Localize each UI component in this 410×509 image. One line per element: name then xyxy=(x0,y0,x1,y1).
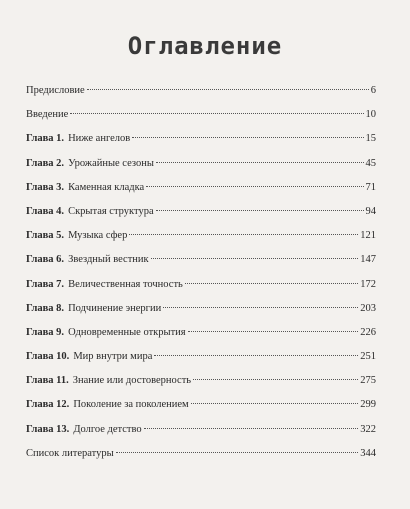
page-number: 172 xyxy=(360,278,376,290)
dot-leader xyxy=(156,210,364,211)
chapter-number: Глава 3. xyxy=(26,181,65,193)
entry-title: Предисловие xyxy=(26,85,85,96)
page-number: 6 xyxy=(370,85,376,96)
dot-leader xyxy=(188,331,359,332)
chapter-number: Глава 6. xyxy=(26,254,65,266)
page-number: 71 xyxy=(365,181,376,193)
toc-entry xyxy=(26,109,376,133)
page-number: 299 xyxy=(360,399,376,411)
toc-entry xyxy=(26,279,376,303)
dot-leader xyxy=(154,355,358,356)
chapter-number: Глава 2. xyxy=(26,157,65,169)
entry-title: Звездный вестник xyxy=(68,254,149,266)
entry-title: Знание или достоверность xyxy=(72,375,192,387)
dot-leader xyxy=(193,379,358,380)
page-number: 203 xyxy=(360,302,376,314)
dot-leader xyxy=(70,113,363,114)
page-number: 121 xyxy=(360,230,376,242)
dot-leader xyxy=(87,89,369,90)
chapter-number: Глава 5. xyxy=(26,230,65,242)
entry-title: Введение xyxy=(26,109,69,121)
chapter-number: Глава 13. xyxy=(26,423,70,435)
toc-entry xyxy=(26,254,376,278)
toc-entry xyxy=(26,206,376,230)
toc-entry xyxy=(26,230,376,254)
entry-title: Одновременные открытия xyxy=(68,326,186,338)
entry-title: Каменная кладка xyxy=(68,181,145,193)
chapter-number: Глава 8. xyxy=(26,302,65,314)
entry-title: Список литературы xyxy=(26,447,114,459)
page-number: 322 xyxy=(360,423,376,435)
entry-title: Ниже ангелов xyxy=(68,133,131,145)
dot-leader xyxy=(146,186,363,187)
chapter-number: Глава 9. xyxy=(26,326,65,338)
toc-entry xyxy=(26,375,376,399)
dot-leader xyxy=(144,428,359,429)
page-number: 15 xyxy=(365,133,376,145)
dot-leader xyxy=(191,403,359,404)
toc-entry xyxy=(26,133,376,157)
toc-entry xyxy=(26,182,376,206)
page-number: 94 xyxy=(365,205,376,217)
entry-title: Долгое детство xyxy=(73,423,142,435)
chapter-number: Глава 10. xyxy=(26,351,70,363)
entry-title: Скрытая структура xyxy=(68,205,154,217)
dot-leader xyxy=(129,234,358,235)
dot-leader xyxy=(132,137,363,138)
entry-title: Величественная точность xyxy=(68,278,183,290)
entry-title: Поколение за поколением xyxy=(73,399,189,411)
toc-entry xyxy=(26,448,376,472)
chapter-number: Глава 12. xyxy=(26,399,70,411)
entry-title: Музыка сфер xyxy=(68,230,128,242)
chapter-number: Глава 4. xyxy=(26,205,65,217)
page-number: 275 xyxy=(360,375,376,387)
toc-entry xyxy=(26,85,376,109)
dot-leader xyxy=(163,307,358,308)
entry-title: Подчинение энергии xyxy=(68,302,162,314)
toc-entry xyxy=(26,158,376,182)
dot-leader xyxy=(151,258,359,259)
toc-entry xyxy=(26,303,376,327)
chapter-number: Глава 1. xyxy=(26,133,65,145)
page-number: 344 xyxy=(360,447,376,459)
entry-title: Урожайные сезоны xyxy=(68,157,154,169)
page-number: 45 xyxy=(365,157,376,169)
page-number: 251 xyxy=(360,351,376,363)
dot-leader xyxy=(156,162,364,163)
toc-entry xyxy=(26,424,376,448)
toc-entry xyxy=(26,399,376,423)
toc-entry xyxy=(26,327,376,351)
chapter-number: Глава 7. xyxy=(26,278,65,290)
table-of-contents xyxy=(26,85,376,472)
dot-leader xyxy=(185,283,358,284)
page-number: 147 xyxy=(360,254,376,266)
page-number: 10 xyxy=(365,109,376,121)
dot-leader xyxy=(116,452,359,453)
page-number: 226 xyxy=(360,326,376,338)
page-title: Оглавление xyxy=(127,32,283,60)
toc-entry xyxy=(26,351,376,375)
entry-title: Мир внутри мира xyxy=(73,351,153,363)
chapter-number: Глава 11. xyxy=(26,375,69,387)
